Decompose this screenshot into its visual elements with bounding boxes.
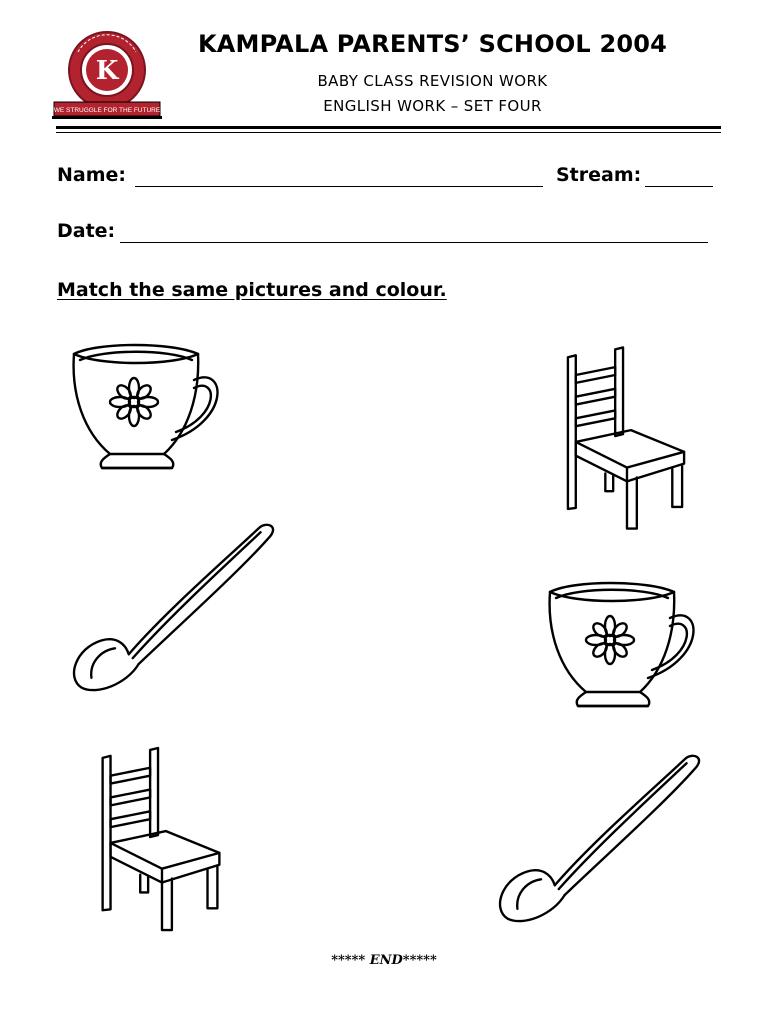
logo-motto: WE STRUGGLE FOR THE FUTURE (53, 107, 161, 114)
subject-subtitle: ENGLISH WORK – SET FOUR (323, 97, 542, 115)
stream-label: Stream: (556, 164, 642, 186)
class-subtitle: BABY CLASS REVISION WORK (317, 72, 548, 90)
name-field[interactable] (135, 186, 543, 187)
spoon-icon[interactable] (484, 744, 720, 934)
date-label: Date: (57, 220, 116, 242)
chair-icon[interactable] (562, 345, 690, 533)
spoon-icon[interactable] (58, 514, 294, 702)
chair-icon[interactable] (94, 746, 228, 934)
date-field[interactable] (120, 242, 708, 243)
cup-icon[interactable] (62, 340, 222, 480)
name-label: Name: (57, 164, 127, 186)
school-logo (52, 30, 162, 122)
header-divider-thin (56, 132, 721, 133)
end-marker: ***** END***** (331, 953, 437, 968)
cup-icon[interactable] (538, 578, 698, 718)
school-title: KAMPALA PARENTS’ SCHOOL 2004 (197, 30, 668, 58)
logo-letter: K (95, 56, 119, 86)
header-divider-thick (56, 126, 721, 129)
stream-field[interactable] (645, 186, 713, 187)
instruction-text: Match the same pictures and colour. (57, 279, 447, 301)
